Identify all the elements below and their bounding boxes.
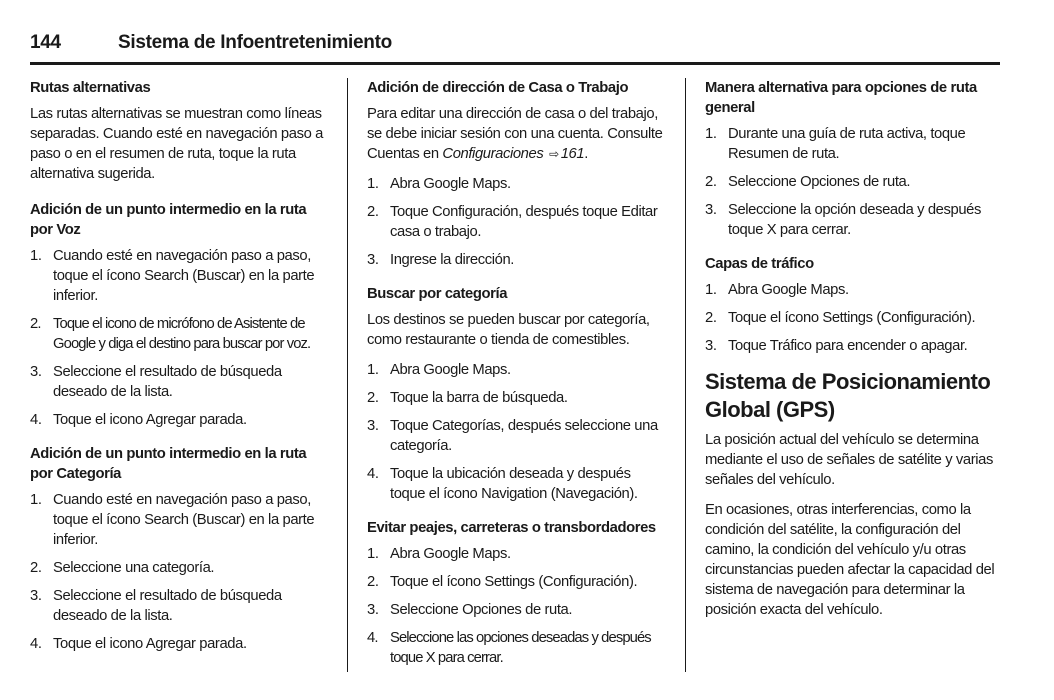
step-number: 2.: [30, 560, 42, 576]
list-item: [367, 388, 667, 408]
paragraph: Las rutas alternativas se muestran como líneas separadas. Cuando esté en navegación paso a paso o en el resumen de ruta, toque la ruta alternativa sugerida.: [30, 106, 323, 182]
step-text: Seleccione una categoría.: [53, 560, 215, 576]
step-text: Seleccione las opciones deseadas y después toque X para cerrar.: [390, 630, 651, 666]
chapter-title: Sistema de Infoentretenimiento: [118, 32, 392, 53]
step-number: 3.: [367, 418, 379, 434]
section-heading-punto-categoria: Adición de un punto intermedio en la ruta por Categoría: [30, 446, 307, 482]
step-text: Abra Google Maps.: [728, 282, 849, 298]
section-heading-rutas-alternativas: Rutas alternativas: [30, 80, 151, 96]
column-divider: [347, 78, 348, 672]
paragraph: En ocasiones, otras interferencias, como la condición del satélite, la configuración del camino, la condición del vehículo y/u otras circunstancias pueden afectar la capacidad del sistema de navegación para determinar la posición exacta del vehículo.: [705, 502, 995, 618]
step-text: Seleccione Opciones de ruta.: [728, 174, 911, 190]
paragraph: Los destinos se pueden buscar por categoría, como restaurante o tienda de comestibles.: [367, 312, 650, 348]
step-text: Toque el icono Agregar parada.: [53, 412, 247, 428]
list-item: [30, 490, 332, 550]
list-item: [367, 416, 667, 456]
list-item: [367, 174, 667, 194]
list-item: [367, 600, 667, 620]
step-number: 3.: [367, 252, 379, 268]
list-item: [367, 572, 667, 592]
section-heading-buscar-categoria: Buscar por categoría: [367, 286, 508, 302]
step-number: 1.: [705, 282, 717, 298]
step-text: Seleccione el resultado de búsqueda deseado de la lista.: [53, 364, 282, 400]
list-item: [705, 336, 1001, 356]
column-3: [705, 78, 1001, 630]
paragraph: La posición actual del vehículo se determina mediante el uso de señales de satélite y varias señales del vehículo.: [705, 432, 994, 488]
section-heading-evitar-peajes: Evitar peajes, carreteras o transbordadores: [367, 520, 656, 536]
list-item: [705, 124, 1001, 164]
step-text: Toque Configuración, después toque Editar casa o trabajo.: [390, 204, 658, 240]
step-text: Toque el icono Agregar parada.: [53, 636, 247, 652]
section-heading-punto-voz: Adición de un punto intermedio en la ruta por Voz: [30, 202, 307, 238]
list-item: [30, 410, 332, 430]
list-item: [30, 634, 332, 654]
step-number: 1.: [367, 176, 379, 192]
column-1: [30, 78, 332, 662]
column-2: [367, 78, 667, 676]
step-text: Toque Categorías, después seleccione una categoría.: [390, 418, 658, 454]
step-text: Abra Google Maps.: [390, 176, 511, 192]
list-item: [367, 360, 667, 380]
step-number: 3.: [705, 202, 717, 218]
step-text: Ingrese la dirección.: [390, 252, 515, 268]
step-text: Abra Google Maps.: [390, 546, 511, 562]
step-number: 4.: [30, 636, 42, 652]
cross-reference-link[interactable]: Configuraciones: [442, 146, 544, 162]
column-divider: [685, 78, 686, 672]
step-number: 1.: [367, 362, 379, 378]
step-number: 2.: [30, 316, 41, 332]
step-number: 4.: [30, 412, 42, 428]
step-text: Toque la barra de búsqueda.: [390, 390, 568, 406]
step-number: 3.: [705, 338, 717, 354]
paragraph-end: .: [584, 146, 588, 162]
step-text: Toque el icono de micrófono de Asistente de Google y diga el destino para buscar por voz.: [53, 316, 311, 352]
step-number: 2.: [705, 174, 717, 190]
step-text: Seleccione el resultado de búsqueda deseado de la lista.: [53, 588, 282, 624]
step-text: Cuando esté en navegación paso a paso, toque el ícono Search (Buscar) en la parte inferior.: [53, 492, 315, 548]
step-text: Cuando esté en navegación paso a paso, toque el ícono Search (Buscar) en la parte inferior.: [53, 248, 315, 304]
step-number: 2.: [367, 574, 379, 590]
list-item: [30, 586, 332, 626]
paragraph-text: Para editar una dirección de casa o del trabajo, se debe iniciar sesión con una cuenta. Consulte Cuentas en: [367, 106, 663, 162]
section-heading-manera-alternativa: Manera alternativa para opciones de ruta general: [705, 80, 977, 116]
section-title-gps: Sistema de Posicionamiento Global (GPS): [705, 369, 991, 422]
list-item: [367, 202, 667, 242]
list-item: [367, 464, 667, 504]
step-text: Seleccione Opciones de ruta.: [390, 602, 573, 618]
list-item: [705, 280, 1001, 300]
cross-reference-page[interactable]: 161: [560, 146, 585, 162]
list-item: [367, 628, 667, 668]
step-number: 3.: [30, 364, 42, 380]
list-item: [30, 246, 332, 306]
step-number: 3.: [30, 588, 42, 604]
list-item: [30, 314, 332, 354]
step-number: 4.: [367, 466, 379, 482]
step-text: Toque el ícono Settings (Configuración).: [728, 310, 976, 326]
list-item: [705, 200, 1001, 240]
step-number: 1.: [30, 492, 42, 508]
step-text: Durante una guía de ruta activa, toque Resumen de ruta.: [728, 126, 966, 162]
list-item: [367, 250, 667, 270]
step-number: 3.: [367, 602, 379, 618]
list-item: [30, 558, 332, 578]
step-text: Abra Google Maps.: [390, 362, 511, 378]
step-number: 2.: [367, 204, 379, 220]
section-heading-capas-trafico: Capas de tráfico: [705, 256, 814, 272]
step-text: Toque el ícono Settings (Configuración).: [390, 574, 638, 590]
step-text: Toque Tráfico para encender o apagar.: [728, 338, 968, 354]
page-header: [30, 30, 1000, 65]
step-text: Seleccione la opción deseada y después toque X para cerrar.: [728, 202, 981, 238]
list-item: [30, 362, 332, 402]
section-heading-casa-trabajo: Adición de dirección de Casa o Trabajo: [367, 80, 629, 96]
step-number: 1.: [367, 546, 379, 562]
step-number: 4.: [367, 630, 378, 646]
list-item: [705, 172, 1001, 192]
page-number: 144: [30, 32, 61, 53]
step-text: Toque la ubicación deseada y después toque el ícono Navigation (Navegación).: [390, 466, 638, 502]
list-item: [705, 308, 1001, 328]
step-number: 1.: [30, 248, 42, 264]
paragraph: [367, 104, 667, 164]
step-number: 1.: [705, 126, 717, 142]
list-item: [367, 544, 667, 564]
step-number: 2.: [367, 390, 379, 406]
step-number: 2.: [705, 310, 717, 326]
page-reference-arrow-icon: ⇨: [549, 147, 559, 161]
